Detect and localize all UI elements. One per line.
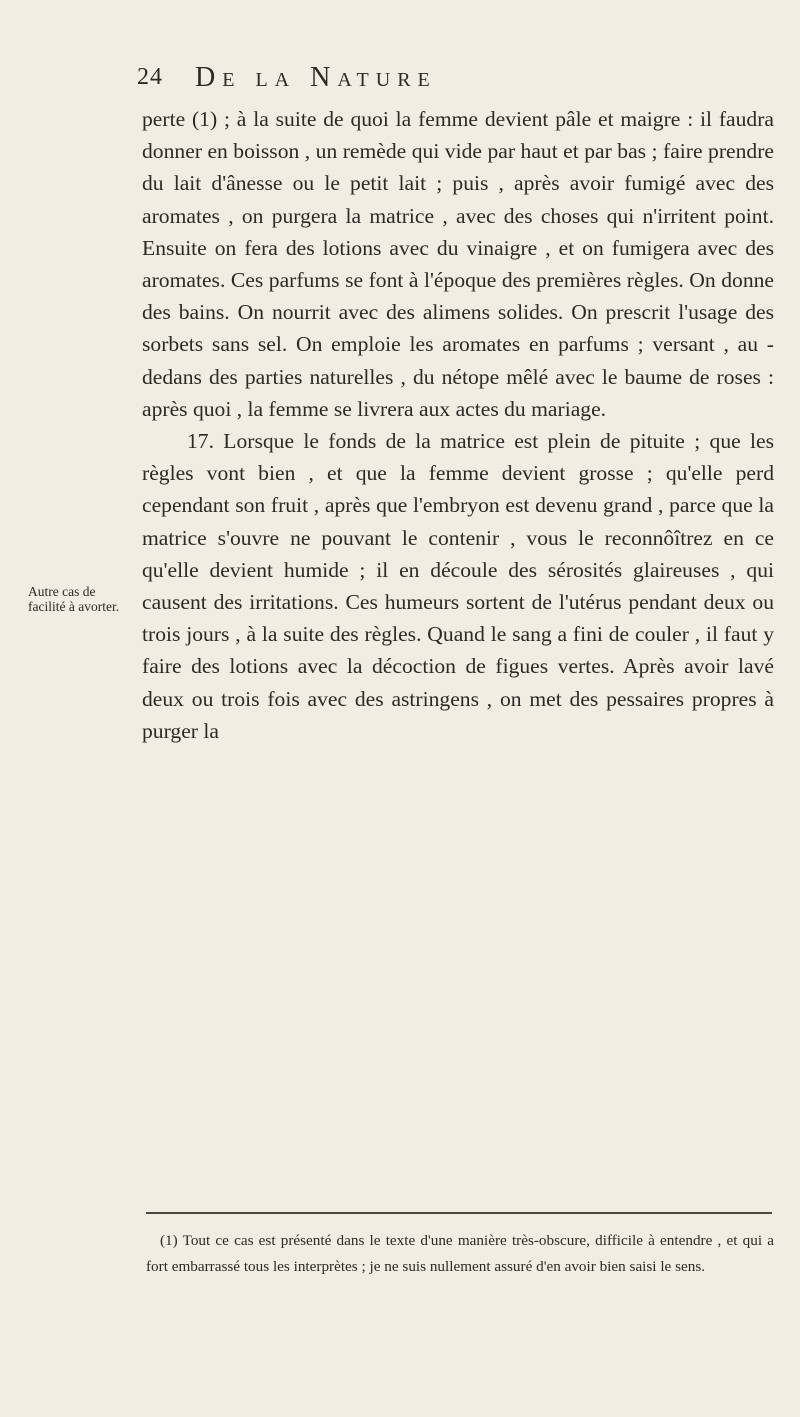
running-head	[137, 62, 627, 102]
footnote-text: (1) Tout ce cas est présenté dans le texte d'une manière très-obscure, difficile à entendre , et qui a fort embarrassé tous les interprètes ; je ne suis nullement assuré d'en avoir bien saisi le sens.	[146, 1232, 774, 1275]
main-text	[142, 103, 774, 747]
running-title: De la Nature	[195, 62, 437, 93]
paragraph-continued: perte (1) ; à la suite de quoi la femme devient pâle et maigre : il faudra donner en boisson , un remède qui vide par haut et par bas ; faire prendre du lait d'ânesse ou le petit lait ; puis , après avoir fumigé avec des aromates , on purgera la matrice , avec des choses qui n'irritent point. Ensuite on fera des lotions avec du vinaigre , et on fumigera avec des aromates. Ces parfums se font à l'époque des premières règles. On donne des bains. On nourrit avec des alimens solides. On prescrit l'usage des sorbets sans sel. On emploie les aromates en parfums ; versant , au - dedans des parties naturelles , du nétope mêlé avec le baume de roses : après quoi , la femme se livrera aux actes du mariage.	[142, 107, 774, 421]
paragraph-17: 17. Lorsque le fonds de la matrice est plein de pituite ; que les règles vont bien , et que la femme devient grosse ; qu'elle perd cependant son fruit , après que l'embryon est devenu grand , parce que la matrice s'ouvre ne pouvant le contenir , vous le reconnôîtrez en ce qu'elle devient humide ; il en découle des sérosités glaireuses , qui causent des irritations. Ces humeurs sortent de l'utérus pendant deux ou trois jours , à la suite des règles. Quand le sang a fini de couler , il faut y faire des lotions avec la décoction de figues vertes. Après avoir lavé deux ou trois fois avec des astringens , on met des pessaires propres à purger la	[142, 429, 774, 743]
footnote-rule	[146, 1212, 772, 1214]
page-number: 24	[137, 64, 163, 90]
margin-note: Autre cas de facilité à avorter.	[28, 584, 120, 614]
footnote	[146, 1228, 774, 1280]
